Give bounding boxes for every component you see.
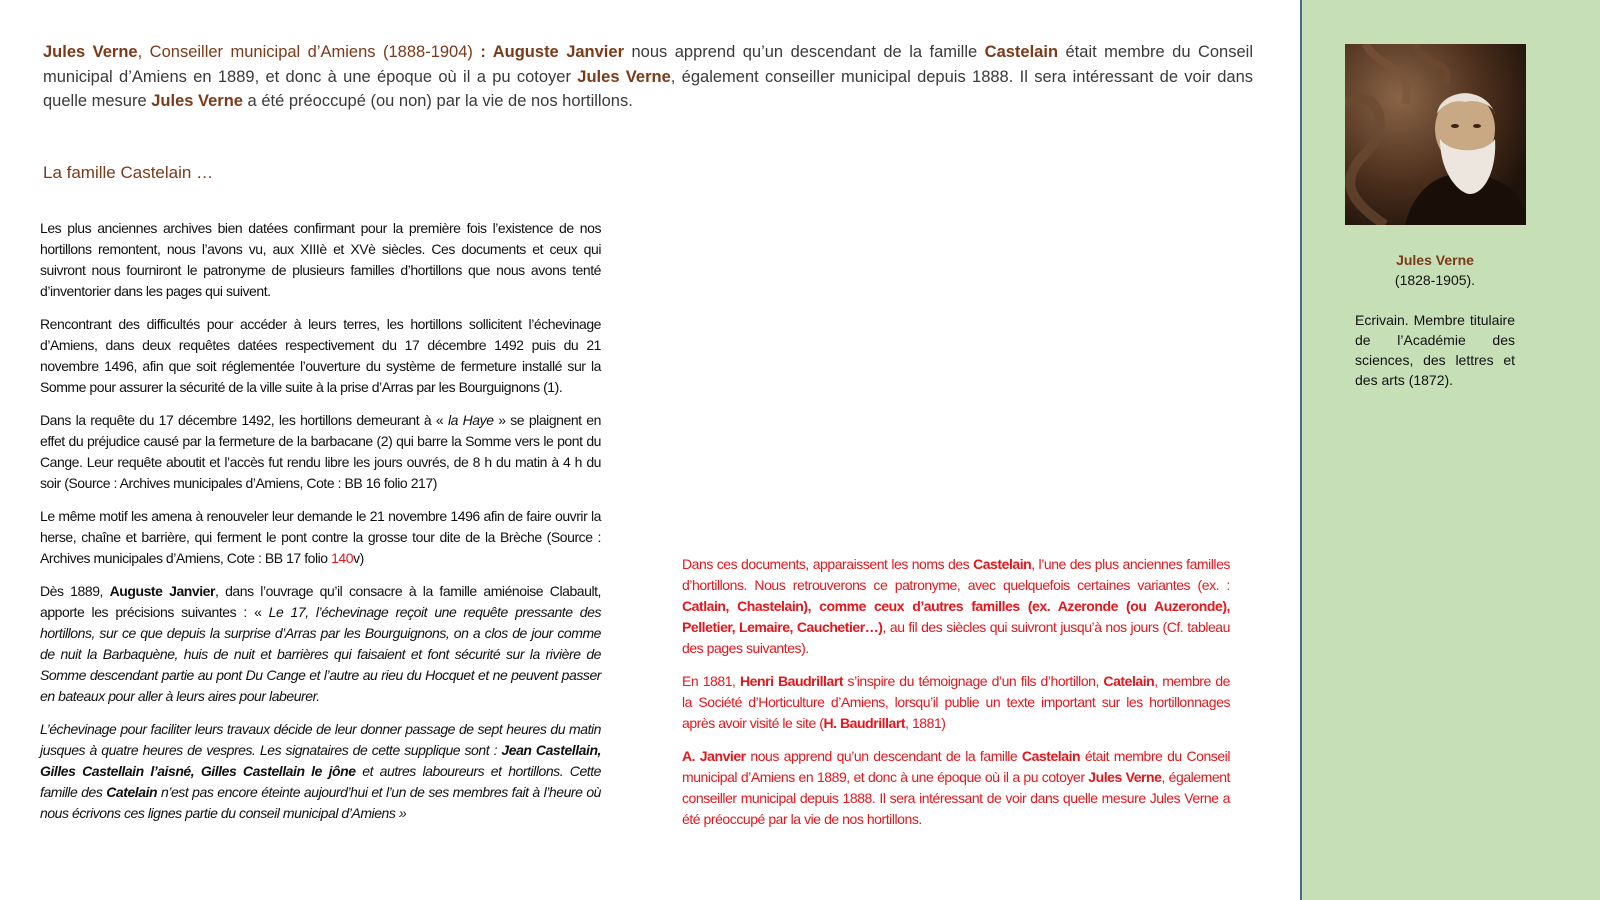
caption-years: (1828-1905). [1394,272,1476,288]
paragraph-text: s’inspire du témoignage d’un fils d’hortillon, [843,673,1104,689]
section-title: La famille Castelain … [43,163,214,182]
jules-verne-name: Jules Verne [43,43,138,61]
paragraph-text: , 1881) [905,715,946,731]
paragraph-text: , membre de la Société d’Horticulture d’Amiens, lorsqu’il publie un texte important sur les hortillonnages après avoir visité le site ( [682,673,1231,731]
intro-paragraph [43,40,1253,114]
jules-verne-name: Jules Verne [577,67,671,86]
quote-text: L’échevinage pour faciliter leurs travaux décide de leur donner passage de sept heures du matin jusques à quatre heures de vespres. Les signataires de cette supplique sont : [40,721,601,758]
paragraph [40,506,601,569]
paragraph-text: v) [353,550,364,566]
intro-title-rest: , Conseiller municipal d’Amiens (1888-1904) [137,43,473,61]
quote-text: Le 17, l’échevinage reçoit une requête pressante des hortillons, sur ce que depuis la surprise d’Arras par les Bourguignons, on a clos de jour comme de nuit la Barbaquène, huis de nuit et barrières qui faisaient et font sécurité sur la rivière de Somme descendant partie au pont Du Cange et l’autre au rieu du Hocquet et ne peuvent passer en bateaux pour aller à leurs aires pour labeurer. [40,604,602,704]
baudrillart-name: Henri Baudrillart [739,673,844,689]
paragraph-text: , l’une des plus anciennes familles d’hortillons. Nous retrouverons ce patronyme, avec quelquefois certaines variantes (ex. : [682,556,1230,593]
janvier-name: A. Janvier [682,748,746,764]
paragraph-text: nous apprend qu’un descendant de la famille [745,748,1022,764]
paragraph-text: , dans l’ouvrage qu’il consacre à la famille amiénoise Clabault, apporte les précisions suivantes : « [40,583,601,620]
intro-text: a été préoccupé (ou non) par la vie de nos hortillons. [242,92,633,110]
paragraph-text: En 1881, [682,673,740,689]
place-name: la Haye [447,412,494,428]
signatory-names: Jean Castellain, Gilles Castellain l’aisné, Gilles Castellain le jône [40,742,601,779]
intro-colon: : [472,43,493,61]
auguste-janvier-name: Auguste Janvier [109,583,215,599]
name-variants: Catlain, Chastelain), comme ceux d’autres familles (ex. Azeronde (ou Auzeronde), Pelletier, Lemaire, Cauchetier…) [682,598,1230,635]
sidebar [1300,0,1600,900]
intro-text: , également conseiller municipal depuis 1888. Il sera intéressant de voir dans quelle mesure [43,67,1253,110]
portrait-caption [1355,250,1515,390]
paragraph-text: Dans la requête du 17 décembre 1492, les hortillons demeurant à « [40,412,448,428]
caption-name: Jules Verne [1396,252,1474,268]
paragraph-text: Le même motif les amena à renouveler leur demande le 21 novembre 1496 afin de faire ouvrir la herse, chaîne et barrière, qui ferment le pont contre la grosse tour dite de la Brèche (Source : Archives municipales d’Amiens, Cote : BB 17 folio [40,508,601,566]
castelain-name: Castelain [1021,748,1081,764]
paragraph [682,746,1230,830]
paragraph [682,671,1230,734]
baudrillart-ref: H. Baudrillart [823,715,906,731]
caption-description: Ecrivain. Membre titulaire de l’Académie des sciences, des lettres et des arts (1872). [1355,312,1515,388]
paragraph-text: Dès 1889, [40,583,110,599]
castelain-name: Castelain [973,556,1032,572]
left-column [40,218,601,836]
paragraph-text: » se plaignent en effet du préjudice causé par la fermeture de la barbacane (2) qui barre la Somme vers le pont du Cange. Leur requête aboutit et l’accès fut rendu libre les jours ouvrés, de 8 h du matin à 4 h du soir (Source : Archives municipales d’Amiens, Cote : BB 16 folio 217) [40,412,601,491]
paragraph-text: Dans ces documents, apparaissent les noms des [682,556,974,572]
jules-verne-name: Jules Verne [1088,769,1162,785]
portrait-image [1345,44,1526,225]
paragraph: Rencontrant des difficultés pour accéder à leurs terres, les hortillons sollicitent l’échevinage d’Amiens, dans deux requêtes datées respectivement du 17 décembre 1492 puis du 21 novembre 1496, afin que soit réglementée l’ouverture du système de fermeture installé sur la Somme pour assurer la sécurité de la ville suite à la prise d’Arras par les Bourguignons (1). [40,316,601,395]
paragraph: Les plus anciennes archives bien datées confirmant pour la première fois l’existence de nos hortillons remontent, nous l’avons vu, aux XIIIè et XVè siècles. Ces documents et ceux qui suivront nous fourniront le patronyme de plusieurs familles d’hortillons que nous avons tenté d’inventorier dans les pages qui suivent. [40,220,601,299]
paragraph-text: , également conseiller municipal depuis 1888. Il sera intéressant de voir dans quelle mesure Jules Verne a été préoccupé par la vie de nos hortillons. [682,769,1230,827]
intro-text: nous apprend qu’un descendant de la famille [624,43,985,61]
paragraph [40,719,601,824]
catelain-name: Catelain [1103,673,1155,689]
intro-text: était membre du Conseil municipal d’Amiens en 1889, et donc à une époque où il a pu cotoyer [43,43,1253,86]
folio-number: 140 [331,550,354,566]
paragraph [40,410,601,494]
right-column [682,554,1230,842]
quote-text: n’est pas encore éteinte aujourd’hui et l’un de ses membres fait à l’heure où nous écrivons ces lignes partie du conseil municipal d’Amiens » [40,784,601,821]
quote-text: et autres laboureurs et hortillons. Cette famille des [40,763,602,800]
paragraph [40,581,601,707]
catelain-name: Catelain [106,784,158,800]
paragraph-text: , au fil des siècles qui suivront jusqu’à nos jours (Cf. tableau des pages suivantes). [682,619,1230,656]
paragraph-text: était membre du Conseil municipal d’Amiens en 1889, et donc à une époque où il a pu cotoyer [682,748,1230,785]
jules-verne-portrait [1345,44,1526,225]
castelain-name: Castelain [984,43,1059,61]
paragraph [682,554,1230,659]
jules-verne-name: Jules Verne [151,92,243,110]
auguste-janvier-name: Auguste Janvier [492,43,624,61]
